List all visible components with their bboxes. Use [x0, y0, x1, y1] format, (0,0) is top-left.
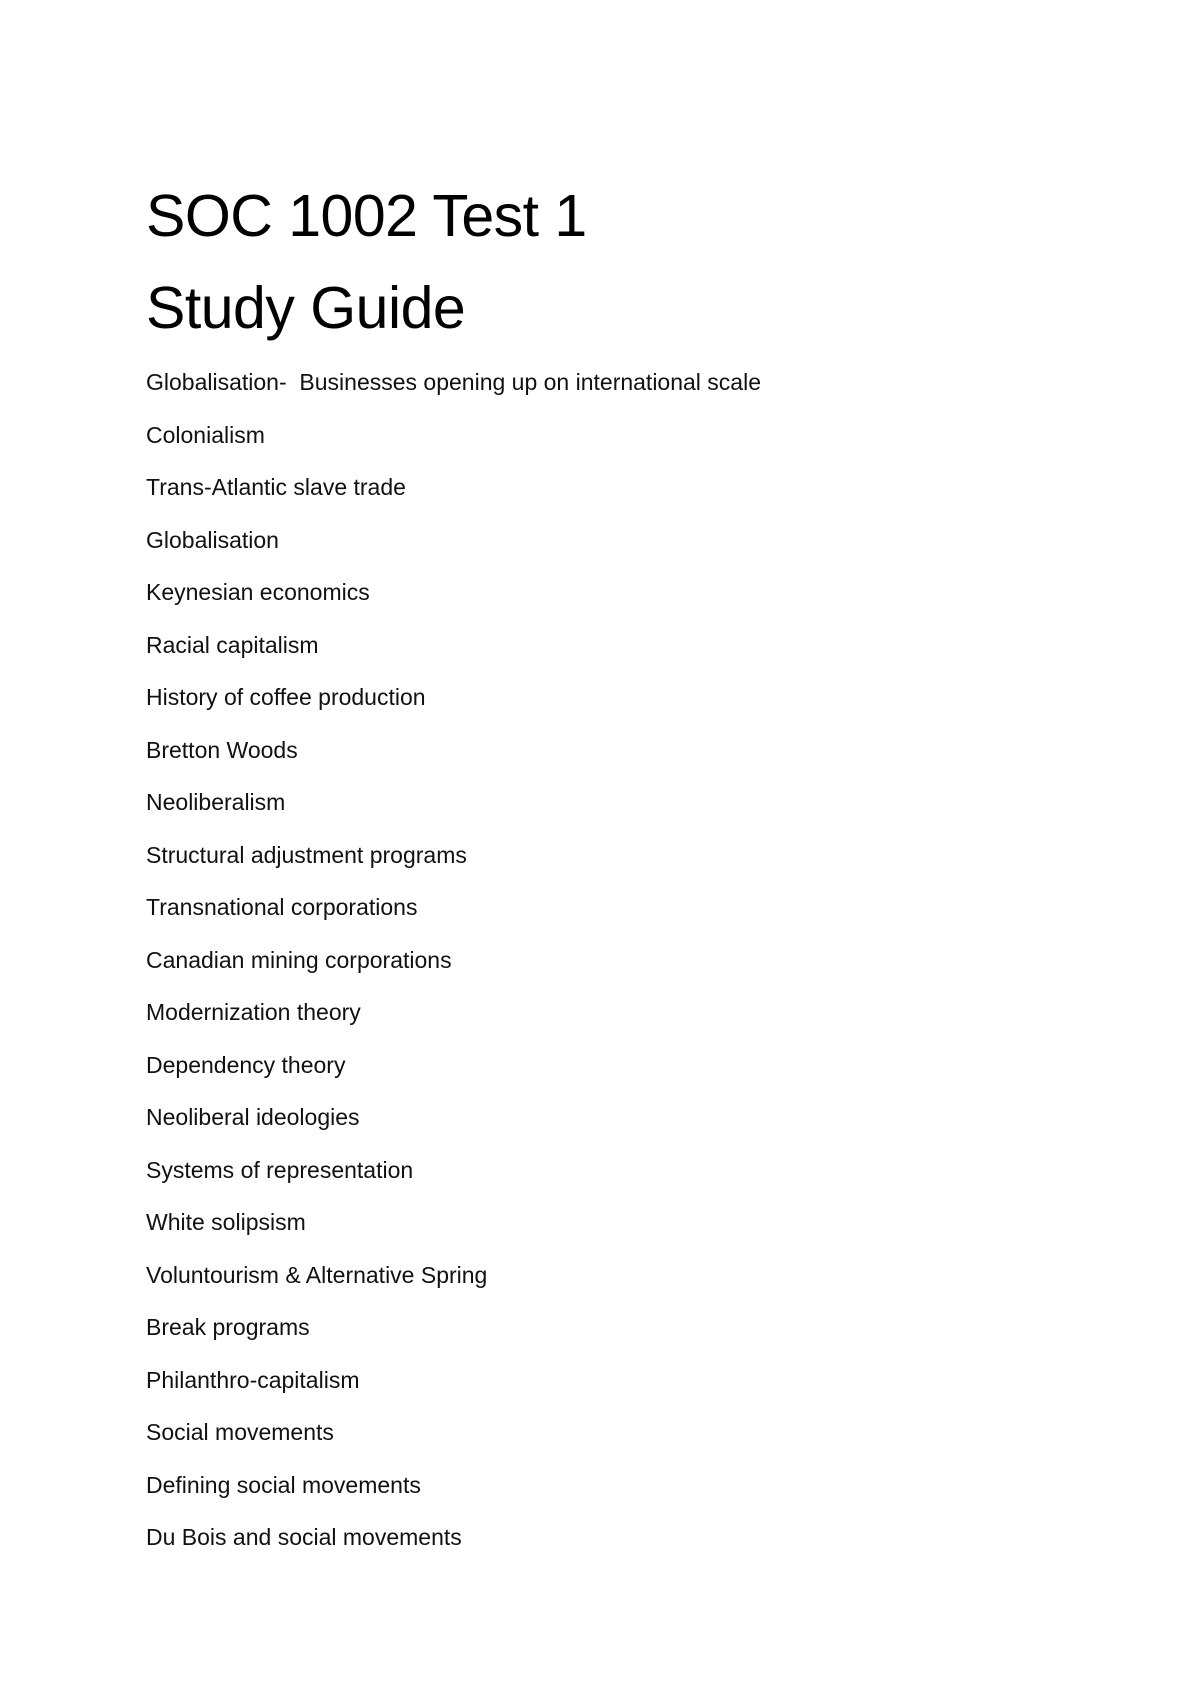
topic-item: Structural adjustment programs: [146, 841, 467, 868]
topic-item: History of coffee production: [146, 684, 426, 710]
topic-item: Social movements: [146, 1419, 334, 1445]
topic-item: Globalisation: [146, 526, 279, 553]
topic-item: Globalisation- Businesses opening up on international scale: [146, 369, 762, 395]
topic-item: Defining social movements: [146, 1471, 421, 1498]
topic-item: Colonialism: [146, 421, 265, 448]
topic-item: Voluntourism & Alternative Spring: [146, 1261, 488, 1288]
topic-item: Bretton Woods: [146, 736, 298, 763]
topic-item: Trans-Atlantic slave trade: [146, 474, 406, 500]
document-page: [146, 170, 1126, 1576]
topic-item: Philanthro-capitalism: [146, 1366, 360, 1393]
topic-item: Racial capitalism: [146, 631, 319, 658]
topic-item: White solipsism: [146, 1209, 306, 1235]
topic-item: Keynesian economics: [146, 579, 370, 605]
document-title-line-2: Study Guide: [146, 275, 466, 341]
document-title-line-1: SOC 1002 Test 1: [146, 183, 587, 249]
topic-item: Dependency theory: [146, 1051, 346, 1078]
topic-item: Modernization theory: [146, 999, 361, 1025]
study-guide-topic-list: [146, 368, 1126, 1576]
topic-item: Transnational corporations: [146, 894, 418, 920]
topic-item: Du Bois and social movements: [146, 1524, 462, 1550]
topic-item: Neoliberalism: [146, 789, 286, 815]
topic-item: Systems of representation: [146, 1156, 414, 1183]
topic-item: Neoliberal ideologies: [146, 1104, 360, 1130]
topic-item: Break programs: [146, 1314, 310, 1340]
topic-item: Canadian mining corporations: [146, 946, 452, 973]
